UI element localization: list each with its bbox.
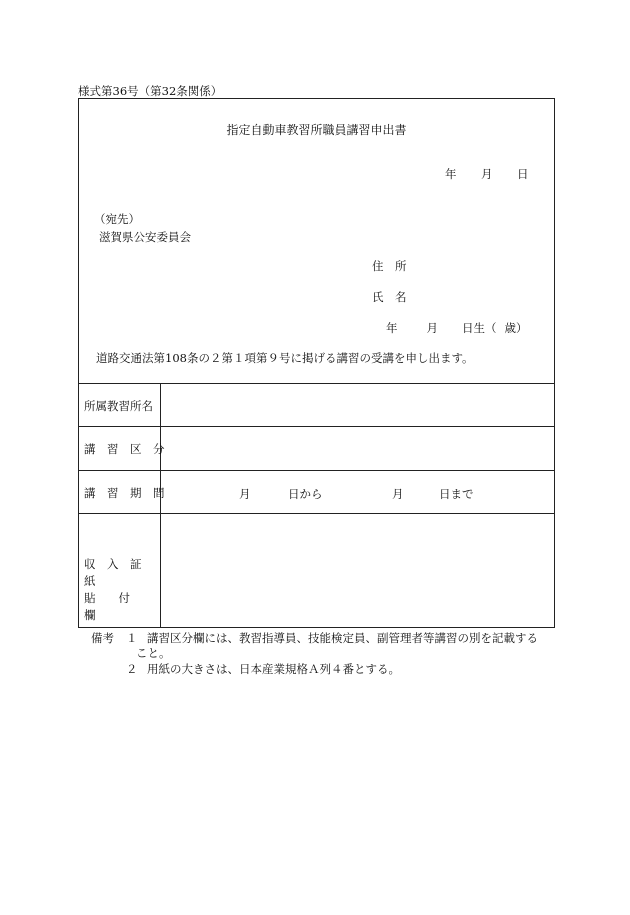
form-number: 様式第36号（第32条関係） xyxy=(78,84,223,98)
date-month: 月 xyxy=(481,167,493,181)
addressee-name: 滋賀県公安委員会 xyxy=(99,230,191,244)
period-to-month: 月 xyxy=(392,487,404,501)
birth-day: 日生（ xyxy=(462,321,497,335)
form-title: 指定自動車教習所職員講習申出書 xyxy=(226,123,407,137)
birth-month: 月 xyxy=(426,321,438,335)
row-divider xyxy=(79,383,554,384)
notes-heading: 備考 xyxy=(91,631,114,645)
course-category-label: 講 習 区 分 xyxy=(84,442,165,456)
revenue-stamp-label xyxy=(84,556,158,624)
birth-date-line xyxy=(386,320,528,336)
address-label: 住 所 xyxy=(372,259,407,273)
school-name-label: 所属教習所名 xyxy=(84,399,153,413)
birth-year: 年 xyxy=(386,321,398,335)
period-from-day: 日から xyxy=(288,487,323,501)
revenue-stamp-label-line2: 貼 付 欄 xyxy=(84,591,153,622)
addressee-label: （宛先） xyxy=(94,212,140,226)
period-to-day: 日まで xyxy=(439,487,474,501)
application-form-frame xyxy=(78,98,555,628)
revenue-stamp-label-line1: 収 入 証 紙 xyxy=(84,557,153,588)
course-period-label: 講 習 期 間 xyxy=(84,486,165,500)
note-2-text: 用紙の大きさは、日本産業規格Ａ列４番とする。 xyxy=(147,662,400,676)
name-label: 氏 名 xyxy=(372,290,407,304)
row-divider xyxy=(79,426,554,427)
date-year: 年 xyxy=(445,167,457,181)
date-line xyxy=(445,166,529,182)
row-divider xyxy=(79,470,554,471)
period-from-month: 月 xyxy=(239,487,251,501)
birth-age: 歳） xyxy=(504,321,528,335)
note-2-number: ２ xyxy=(126,662,138,676)
note-1-continuation: こと。 xyxy=(136,646,171,660)
column-divider xyxy=(160,383,161,627)
note-1-text: 講習区分欄には、教習指導員、技能検定員、副管理者等講習の別を記載する xyxy=(147,631,538,645)
date-day: 日 xyxy=(517,167,529,181)
declaration-text: 道路交通法第108条の２第１項第９号に掲げる講習の受講を申し出ます。 xyxy=(96,351,474,365)
row-divider xyxy=(79,513,554,514)
note-1-number: １ xyxy=(126,631,138,645)
